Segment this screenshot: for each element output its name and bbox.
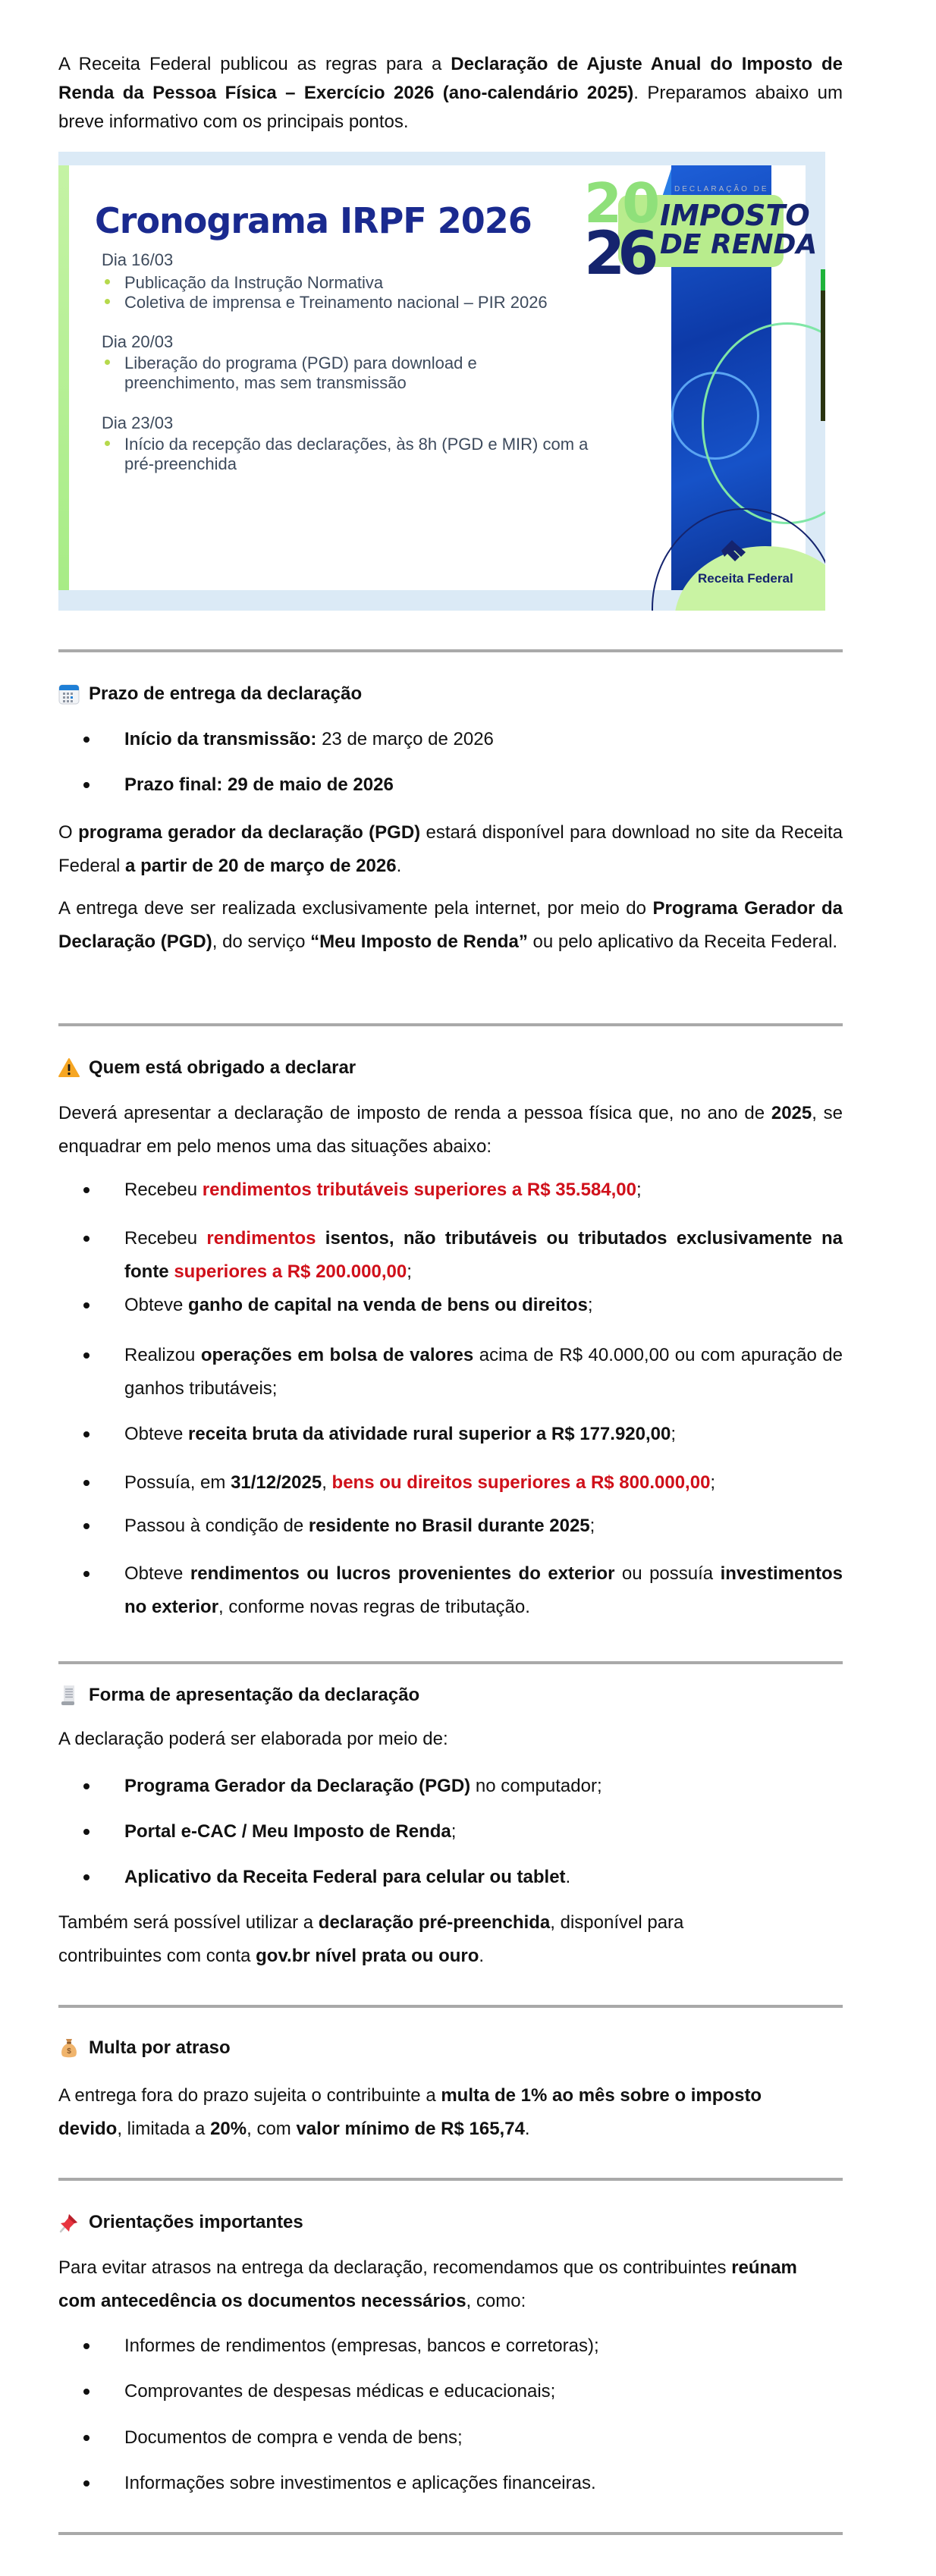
pushpin-icon bbox=[58, 2212, 80, 2233]
list-item bbox=[58, 1466, 843, 1500]
text: A entrega fora do prazo sujeita o contribuinte a bbox=[58, 2085, 441, 2106]
text: ; bbox=[710, 1472, 716, 1493]
irpf-schedule-banner-image bbox=[58, 152, 825, 611]
text-highlight-red: bens ou direitos superiores a R$ 800.000,00 bbox=[331, 1472, 711, 1493]
list-item: Comprovantes de despesas médicas e educacionais; bbox=[58, 2375, 843, 2408]
text: Recebeu bbox=[124, 1228, 207, 1249]
list-item: Informes de rendimentos (empresas, bancos e corretoras); bbox=[58, 2329, 843, 2363]
text-bold: isentos, não tributáveis ou tributados exclusivamente na fonte bbox=[124, 1228, 843, 1282]
text: acima de R$ 40.000,00 ou com apuração de ganhos tributáveis; bbox=[124, 1345, 843, 1399]
section-heading-orientacoes bbox=[58, 2210, 303, 2235]
banner-logo-line2: DE RENDA bbox=[660, 229, 818, 260]
prazo-paragraph-pgd bbox=[58, 816, 843, 883]
section-heading-prazo bbox=[58, 681, 362, 707]
list-item bbox=[58, 1509, 843, 1543]
text-bold: gov.br nível prata ou ouro bbox=[256, 1946, 479, 1966]
text-bold: a partir de 20 de março de 2026 bbox=[125, 856, 397, 876]
text: , conforme novas regras de tributação. bbox=[218, 1597, 530, 1617]
text-bold: investimentos no exterior bbox=[124, 1563, 843, 1617]
section-heading-forma bbox=[58, 1682, 419, 1708]
list-item bbox=[58, 723, 843, 756]
banner-item: Início da recepção das declarações, às 8h (PGD e MIR) com a pré-preenchida bbox=[124, 435, 595, 474]
text: . bbox=[479, 1946, 485, 1966]
section-title: Orientações importantes bbox=[89, 2212, 303, 2232]
list-item bbox=[58, 1861, 843, 1894]
text: ; bbox=[671, 1424, 677, 1444]
text: Recebeu bbox=[124, 1180, 203, 1200]
list-item bbox=[58, 1222, 843, 1289]
text: Também será possível utilizar a bbox=[58, 1912, 319, 1933]
text-bold: rendimentos ou lucros provenientes do exterior bbox=[190, 1563, 615, 1584]
text: . bbox=[524, 2119, 530, 2139]
banner-logo-line1: IMPOSTO bbox=[660, 199, 810, 232]
text-bold: 31/12/2025 bbox=[231, 1472, 322, 1493]
intro-bold-title: Declaração de Ajuste Anual do Imposto de Renda da Pessoa Física – Exercício 2026 (ano-calendário 2025) bbox=[58, 54, 843, 103]
section-heading-obrigado bbox=[58, 1055, 356, 1081]
list-item bbox=[58, 1815, 843, 1849]
warning-icon bbox=[58, 1057, 80, 1079]
banner-green-bar bbox=[58, 165, 69, 590]
prazo-paragraph-entrega bbox=[58, 892, 843, 959]
text-bold: ganho de capital na venda de bens ou direitos bbox=[188, 1295, 588, 1315]
receita-federal-logo-text: Receita Federal bbox=[698, 571, 793, 586]
text: Realizou bbox=[124, 1345, 201, 1365]
text: ; bbox=[589, 1516, 595, 1536]
text: Obteve bbox=[124, 1563, 190, 1584]
text: Passou à condição de bbox=[124, 1516, 309, 1536]
text-bold: Aplicativo da Receita Federal para celular ou tablet bbox=[124, 1867, 566, 1887]
list-item: Documentos de compra e venda de bens; bbox=[58, 2421, 843, 2455]
text: . bbox=[396, 856, 402, 876]
banner-logo-year-bottom: 26 bbox=[584, 220, 652, 288]
section-title: Forma de apresentação da declaração bbox=[89, 1685, 420, 1705]
intro-paragraph bbox=[58, 50, 843, 137]
list-item bbox=[58, 1418, 843, 1451]
banner-title: Cronograma IRPF 2026 bbox=[95, 200, 532, 241]
text-bold: declaração pré-preenchida bbox=[318, 1912, 551, 1933]
text: , limitada a bbox=[117, 2119, 211, 2139]
text: ; bbox=[587, 1295, 593, 1315]
text: A entrega deve ser realizada exclusivamente pela internet, por meio do bbox=[58, 898, 653, 919]
text-bold: multa de 1% ao mês sobre o imposto devido bbox=[58, 2085, 762, 2139]
banner-item: Publicação da Instrução Normativa bbox=[124, 273, 595, 293]
receipt-icon bbox=[58, 1685, 80, 1706]
multa-paragraph bbox=[58, 2079, 824, 2146]
text: ou pelo aplicativo da Receita Federal. bbox=[527, 931, 838, 952]
text-bold: residente no Brasil durante 2025 bbox=[308, 1516, 590, 1536]
divider bbox=[58, 1661, 843, 1664]
divider bbox=[58, 2178, 843, 2181]
text: O bbox=[58, 822, 79, 843]
text: . bbox=[565, 1867, 571, 1887]
obrigado-intro bbox=[58, 1097, 843, 1164]
banner-day: Dia 23/03 bbox=[102, 413, 174, 432]
text-bold: programa gerador da declaração (PGD) bbox=[78, 822, 421, 843]
svg-text:$: $ bbox=[67, 2047, 71, 2056]
banner-item: Coletiva de imprensa e Treinamento nacional – PIR 2026 bbox=[124, 293, 595, 313]
text: ; bbox=[451, 1821, 457, 1842]
intro-text: A Receita Federal publicou as regras para a bbox=[58, 54, 451, 74]
text-bold: receita bruta da atividade rural superior a R$ 177.920,00 bbox=[188, 1424, 671, 1444]
text: , como: bbox=[466, 2291, 526, 2311]
banner-day: Dia 16/03 bbox=[102, 250, 174, 269]
section-title: Quem está obrigado a declarar bbox=[89, 1057, 356, 1078]
list-item bbox=[58, 768, 843, 802]
text-bold: Portal e-CAC / Meu Imposto de Renda bbox=[124, 1821, 451, 1842]
text-highlight-red: superiores a R$ 200.000,00 bbox=[168, 1261, 407, 1282]
text-bold: 20% bbox=[210, 2119, 247, 2139]
section-title: Prazo de entrega da declaração bbox=[89, 683, 363, 704]
section-heading-multa bbox=[58, 2035, 231, 2061]
item-value: 23 de março de 2026 bbox=[316, 729, 494, 749]
list-item bbox=[58, 1173, 843, 1207]
text: , se enquadrar em pelo menos uma das situações abaixo: bbox=[58, 1103, 843, 1157]
text: ; bbox=[636, 1180, 642, 1200]
text-bold: operações em bolsa de valores bbox=[200, 1345, 474, 1365]
text: , com bbox=[247, 2119, 297, 2139]
text-bold: Programa Gerador da Declaração (PGD) bbox=[124, 1776, 471, 1796]
divider bbox=[58, 649, 843, 652]
forma-intro: A declaração poderá ser elaborada por meio de: bbox=[58, 1729, 448, 1749]
text-bold: “Meu Imposto de Renda” bbox=[310, 931, 528, 952]
text-bold: valor mínimo de R$ 165,74 bbox=[296, 2119, 525, 2139]
text: ; bbox=[407, 1261, 412, 1282]
text-highlight-red: rendimentos bbox=[206, 1228, 316, 1249]
receita-federal-logo-icon bbox=[718, 537, 749, 567]
list-item bbox=[58, 1557, 843, 1624]
item-label: Prazo final: 29 de maio de 2026 bbox=[124, 774, 394, 795]
item-label: Início da transmissão: bbox=[124, 729, 317, 749]
text-bold: 2025 bbox=[771, 1103, 812, 1123]
orientacoes-paragraph bbox=[58, 2251, 824, 2318]
text: Obteve bbox=[124, 1424, 189, 1444]
banner-logo-small: DECLARAÇÃO DE bbox=[674, 185, 769, 193]
text: , disponível para contribuintes com conta bbox=[58, 1912, 684, 1966]
divider bbox=[58, 2532, 843, 2535]
divider bbox=[58, 1023, 843, 1026]
text: Deverá apresentar a declaração de imposto de renda a pessoa física que, no ano de bbox=[58, 1103, 771, 1123]
list-item: Informações sobre investimentos e aplicações financeiras. bbox=[58, 2467, 843, 2500]
text: Obteve bbox=[124, 1295, 189, 1315]
text: ou possuía bbox=[614, 1563, 721, 1584]
text-bold: reúnam com antecedência os documentos necessários bbox=[58, 2257, 797, 2311]
banner-day: Dia 20/03 bbox=[102, 332, 174, 351]
forma-outro bbox=[58, 1906, 756, 1973]
list-item bbox=[58, 1770, 843, 1803]
text-bold: Programa Gerador da Declaração (PGD) bbox=[58, 898, 843, 952]
text: , do serviço bbox=[212, 931, 311, 952]
intro-text-end: . Preparamos abaixo um breve informativo com os principais pontos. bbox=[58, 83, 843, 132]
banner-side-strip bbox=[821, 269, 825, 421]
text: , bbox=[322, 1472, 332, 1493]
banner-item: Liberação do programa (PGD) para download e preenchimento, mas sem transmissão bbox=[124, 353, 595, 393]
text-highlight-red: rendimentos tributáveis superiores a R$ 35.584,00 bbox=[202, 1180, 636, 1200]
banner-logo-year-top: 20 bbox=[584, 171, 661, 235]
money-bag-icon bbox=[58, 2037, 80, 2059]
text: Possuía, em bbox=[124, 1472, 231, 1493]
section-title: Multa por atraso bbox=[89, 2037, 231, 2058]
text: estará disponível para download no site da Receita Federal bbox=[58, 822, 843, 876]
text: no computador; bbox=[470, 1776, 602, 1796]
text: Para evitar atrasos na entrega da declaração, recomendamos que os contribuintes bbox=[58, 2257, 732, 2278]
list-item bbox=[58, 1339, 843, 1406]
calendar-icon bbox=[58, 683, 80, 705]
divider bbox=[58, 2005, 843, 2008]
list-item bbox=[58, 1289, 843, 1322]
